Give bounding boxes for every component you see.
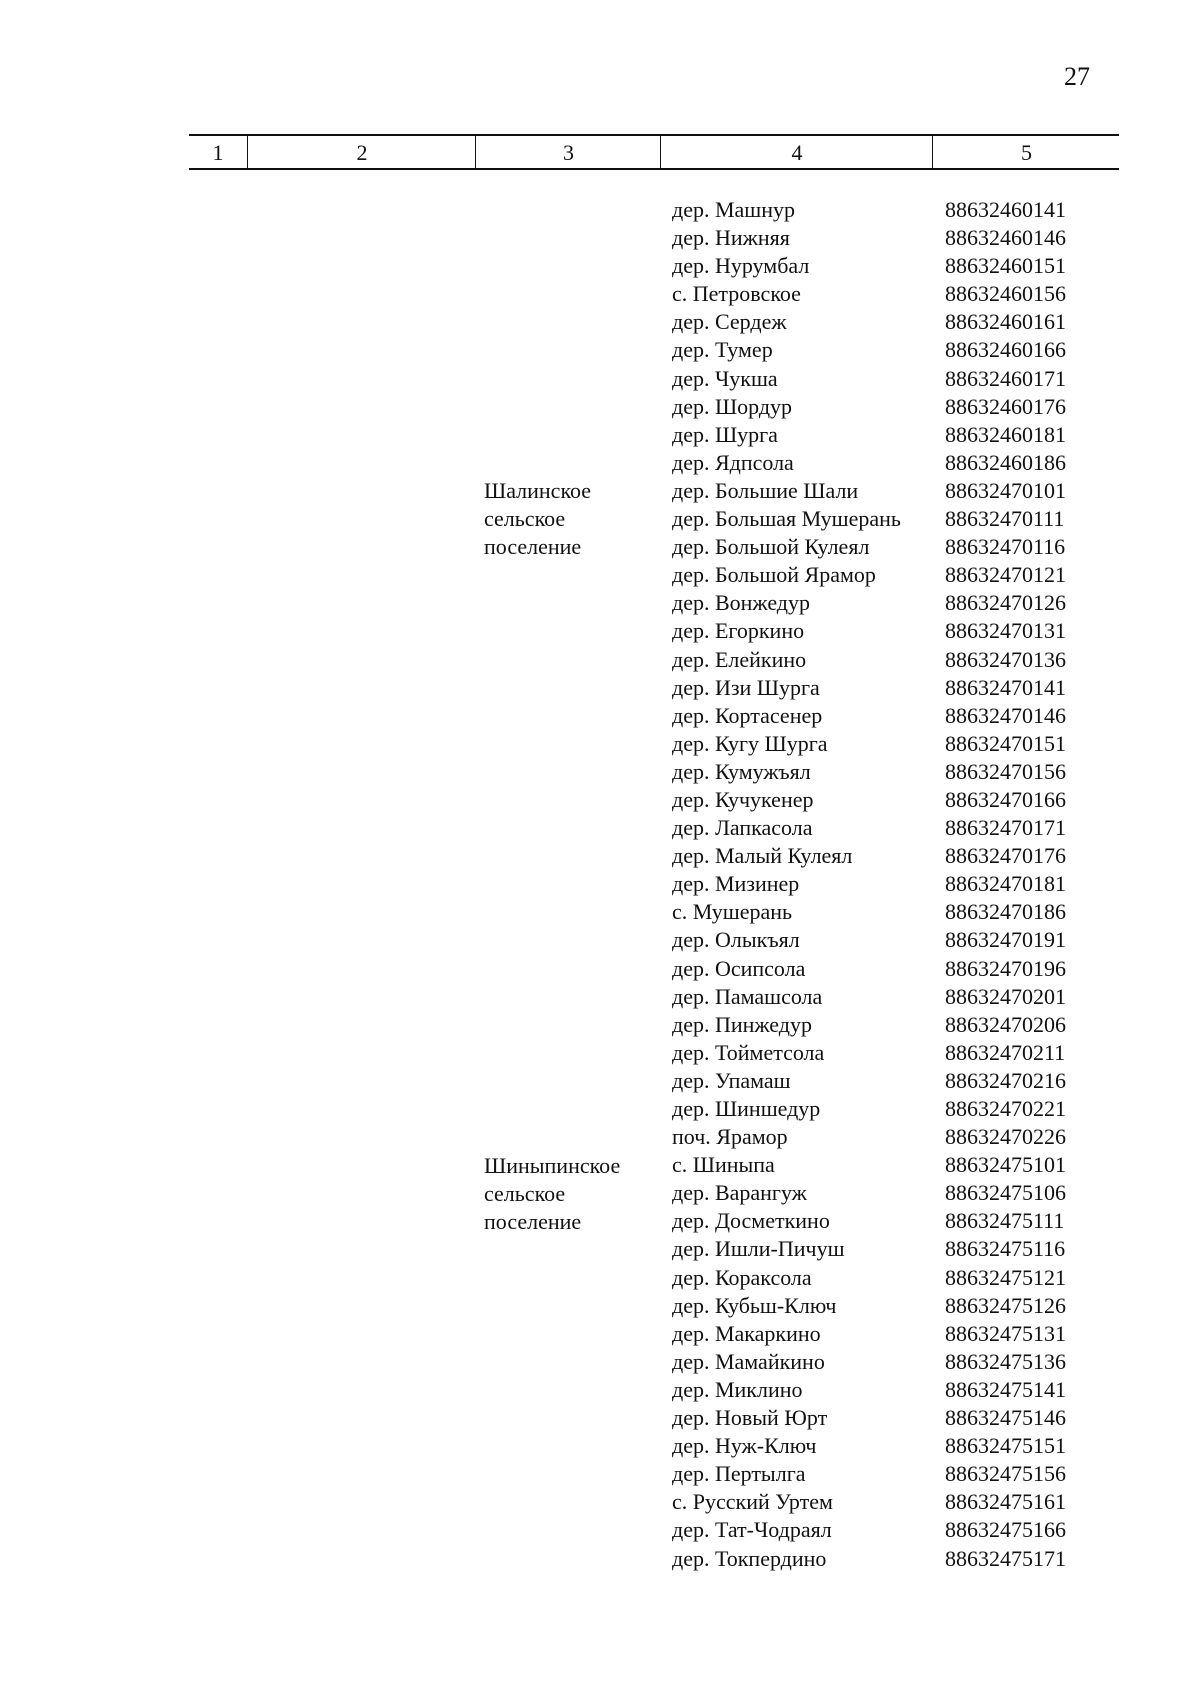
locality-name: дер. Кучукенер bbox=[672, 786, 814, 812]
locality-name: дер. Кубьш-Ключ bbox=[672, 1292, 837, 1318]
locality-code: 88632470201 bbox=[945, 983, 1066, 1009]
locality-code: 88632475131 bbox=[945, 1320, 1066, 1346]
locality-code: 88632470181 bbox=[945, 871, 1066, 897]
locality-name: дер. Елейкино bbox=[672, 646, 807, 672]
locality-name: с. Петровское bbox=[672, 281, 801, 307]
locality-name: дер. Вонжедур bbox=[672, 590, 810, 616]
locality-column bbox=[672, 196, 901, 1573]
locality-code: 88632470211 bbox=[945, 1039, 1066, 1065]
locality-name: дер. Чукша bbox=[672, 365, 778, 391]
locality-code: 88632460146 bbox=[945, 225, 1066, 251]
locality-name: дер. Нурумбал bbox=[672, 253, 810, 279]
locality-code: 88632470206 bbox=[945, 1011, 1066, 1037]
locality-code: 88632470101 bbox=[945, 477, 1066, 503]
locality-name: дер. Пинжедур bbox=[672, 1011, 812, 1037]
locality-name: дер. Нуж-Ключ bbox=[672, 1433, 817, 1459]
locality-code: 88632470131 bbox=[945, 618, 1066, 644]
settlement-shinyshinskoe bbox=[484, 1152, 620, 1236]
locality-name: дер. Нижняя bbox=[672, 225, 790, 251]
locality-code: 88632475156 bbox=[945, 1461, 1066, 1487]
locality-code: 88632475121 bbox=[945, 1264, 1066, 1290]
locality-code: 88632475116 bbox=[945, 1236, 1066, 1262]
locality-code: 88632475101 bbox=[945, 1152, 1066, 1178]
header-col-4: 4 bbox=[660, 136, 933, 168]
settlement-name-line: поселение bbox=[484, 534, 582, 559]
locality-name: дер. Макаркино bbox=[672, 1320, 821, 1346]
settlement-shalinskoe bbox=[484, 477, 591, 561]
locality-name: дер. Новый Юрт bbox=[672, 1405, 828, 1431]
locality-code: 88632470171 bbox=[945, 815, 1066, 841]
locality-name: дер. Ишли-Пичуш bbox=[672, 1236, 845, 1262]
locality-code: 88632470111 bbox=[945, 506, 1065, 532]
locality-code: 88632460151 bbox=[945, 253, 1066, 279]
locality-code: 88632470121 bbox=[945, 562, 1066, 588]
header-col-2: 2 bbox=[247, 136, 476, 168]
locality-code: 88632475171 bbox=[945, 1545, 1066, 1571]
header-col-5: 5 bbox=[932, 136, 1120, 168]
locality-name: дер. Сердеж bbox=[672, 309, 787, 335]
locality-code: 88632470116 bbox=[945, 534, 1066, 560]
header-col-3: 3 bbox=[475, 136, 661, 168]
locality-name: дер. Олыкъял bbox=[672, 927, 800, 953]
locality-code: 88632460176 bbox=[945, 393, 1066, 419]
locality-name: дер. Мизинер bbox=[672, 871, 800, 897]
locality-code: 88632470146 bbox=[945, 702, 1066, 728]
locality-name: дер. Миклино bbox=[672, 1376, 803, 1402]
locality-code: 88632475136 bbox=[945, 1348, 1066, 1374]
locality-name: дер. Тат-Чодраял bbox=[672, 1517, 832, 1543]
locality-code: 88632460181 bbox=[945, 421, 1066, 447]
page-number: 27 bbox=[1064, 62, 1090, 91]
locality-name: дер. Тумер bbox=[672, 337, 773, 363]
locality-code: 88632460161 bbox=[945, 309, 1066, 335]
locality-name: дер. Памашсола bbox=[672, 983, 823, 1009]
locality-code: 88632460186 bbox=[945, 449, 1066, 475]
locality-name: дер. Лапкасола bbox=[672, 815, 813, 841]
locality-code: 88632475141 bbox=[945, 1376, 1066, 1402]
locality-code: 88632460166 bbox=[945, 337, 1066, 363]
locality-code: 88632470221 bbox=[945, 1096, 1066, 1121]
locality-code: 88632460171 bbox=[945, 365, 1066, 391]
locality-name: дер. Варангуж bbox=[672, 1180, 807, 1206]
settlement-name-line: сельское bbox=[484, 506, 566, 531]
locality-code: 88632470141 bbox=[945, 674, 1066, 700]
locality-code: 88632475126 bbox=[945, 1292, 1066, 1318]
settlement-name-line: Шалинское bbox=[484, 478, 592, 503]
locality-name: дер. Кумужъял bbox=[672, 758, 811, 784]
locality-code: 88632470216 bbox=[945, 1067, 1066, 1093]
locality-name: дер. Машнур bbox=[672, 197, 795, 222]
locality-name: дер. Изи Шурга bbox=[672, 674, 820, 700]
locality-name: дер. Кортасенер bbox=[672, 702, 823, 728]
locality-name: дер. Малый Кулеял bbox=[672, 843, 853, 869]
locality-name: дер. Пертылга bbox=[672, 1461, 806, 1487]
locality-name: дер. Осипсола bbox=[672, 955, 806, 981]
locality-code: 88632470126 bbox=[945, 590, 1066, 616]
locality-name: дер. Тойметсола bbox=[672, 1039, 825, 1065]
locality-name: с. Мушерань bbox=[672, 899, 793, 925]
locality-code: 88632470136 bbox=[945, 646, 1066, 672]
locality-name: дер. Токпердино bbox=[672, 1545, 827, 1571]
locality-name: дер. Большая Мушерань bbox=[672, 506, 901, 532]
locality-code: 88632475146 bbox=[945, 1405, 1066, 1431]
locality-code: 88632460141 bbox=[945, 197, 1066, 222]
locality-name: дер. Шордур bbox=[672, 393, 793, 419]
locality-code: 88632475161 bbox=[945, 1489, 1066, 1515]
locality-name: дер. Большой Кулеял bbox=[672, 534, 870, 560]
locality-name: дер. Шиншедур bbox=[672, 1096, 821, 1121]
table-header bbox=[189, 134, 1119, 170]
locality-code: 88632470196 bbox=[945, 955, 1066, 981]
locality-name: с. Русский Уртем bbox=[672, 1489, 833, 1515]
locality-name: дер. Упамаш bbox=[672, 1067, 791, 1093]
locality-name: дер. Шурга bbox=[672, 421, 778, 447]
locality-name: поч. Ярамор bbox=[672, 1124, 788, 1150]
locality-code: 88632470191 bbox=[945, 927, 1066, 953]
locality-name: с. Шиныпа bbox=[672, 1152, 775, 1178]
settlement-name-line: поселение bbox=[484, 1209, 582, 1234]
locality-name: дер. Кугу Шурга bbox=[672, 730, 828, 756]
locality-code: 88632470186 bbox=[945, 899, 1066, 925]
locality-code: 88632475106 bbox=[945, 1180, 1066, 1206]
locality-code: 88632475111 bbox=[945, 1208, 1065, 1234]
locality-name: дер. Большой Ярамор bbox=[672, 562, 876, 588]
locality-code: 88632470176 bbox=[945, 843, 1066, 869]
locality-name: дер. Ядпсола bbox=[672, 449, 794, 475]
settlement-name-line: Шиныпинское bbox=[484, 1153, 621, 1178]
locality-name: дер. Большие Шали bbox=[672, 477, 859, 503]
locality-code: 88632460156 bbox=[945, 281, 1066, 307]
settlement-name-line: сельское bbox=[484, 1181, 566, 1206]
locality-name: дер. Егоркино bbox=[672, 618, 805, 644]
header-col-1: 1 bbox=[212, 140, 224, 165]
locality-code: 88632470226 bbox=[945, 1124, 1066, 1150]
locality-code: 88632475151 bbox=[945, 1433, 1066, 1459]
locality-name: дер. Досметкино bbox=[672, 1208, 830, 1234]
locality-code: 88632475166 bbox=[945, 1517, 1066, 1543]
locality-code: 88632470156 bbox=[945, 758, 1066, 784]
locality-code: 88632470151 bbox=[945, 730, 1066, 756]
locality-name: дер. Кораксола bbox=[672, 1264, 812, 1290]
code-column bbox=[945, 196, 1066, 1573]
locality-name: дер. Мамайкино bbox=[672, 1348, 825, 1374]
locality-code: 88632470166 bbox=[945, 786, 1066, 812]
